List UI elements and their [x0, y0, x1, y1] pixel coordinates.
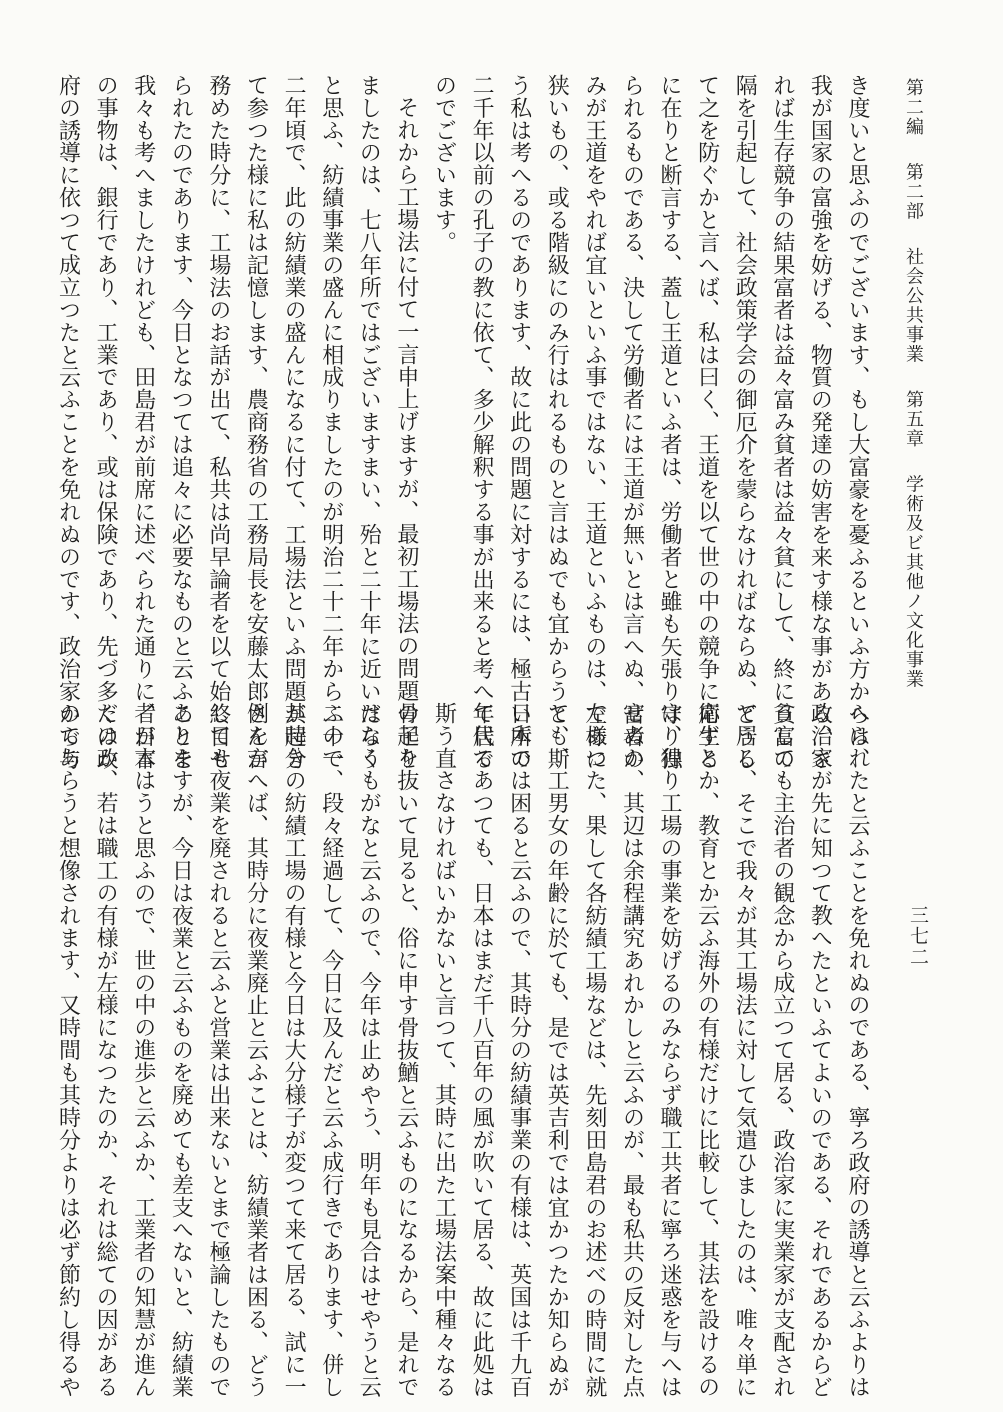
text-line: 其時分の紡績工場の有様と今日は大分様子が変つて来て居る、試に一 [281, 702, 307, 1398]
text-line: だのか、若は職工の有様が左様になつたのか、それは総ての因がある [93, 702, 119, 1398]
header-sho: 第五章 [903, 390, 924, 449]
header-bu: 第二部 [903, 162, 924, 221]
text-line: と思ふ、紡績事業の盛んに相成りましたのが明治二十二年から二十一 [318, 74, 344, 770]
text-line: 日本では困ると云ふので、其時分の紡績事業の有様は、英国は千九百 [506, 702, 532, 1398]
text-line: 衛生とか、教育とか云ふ海外の有様だけに比較して、其法を設けるの [694, 702, 720, 1398]
text-line: はなくもがなと云ふので、今年は止めやう、明年も見合はせやうと云 [356, 702, 382, 1398]
header-hen: 第二編 [903, 78, 924, 137]
text-line: れば生存競争の結果富者は益々富み貧者は益々貧にして、終に貧富の [769, 74, 795, 770]
text-line: みが王道をやれば宜いといふ事ではない、王道といふものは、左様に [581, 74, 607, 770]
text-line: は、独り工場の事業を妨げるのみならず職工共者に寧ろ迷惑を与へは [657, 702, 683, 1398]
text-line: られるものである、決して労働者には王道が無いとは言へぬ、富者の [619, 74, 645, 770]
text-line: 府の誘導に依つて成立つたと云ふことを免れぬのです、政治家から与 [55, 74, 81, 770]
page-number: 三七二 [907, 905, 929, 968]
text-line: ましたのは、七八年所ではございますまい、殆と二十年に近いだらう [356, 74, 382, 770]
text-line: 斯う直さなければいかないと言つて、其時に出た工場法案中種々なる [431, 702, 457, 1398]
text-line: であつた、果して各紡績工場などは、先刻田島君のお述べの時間に就 [581, 702, 607, 1398]
text-line: られたのであります、今日となつては追々に必要なものと云ふことを [168, 74, 194, 770]
running-header [898, 78, 928, 689]
text-line: き度いと思ふのでございます、もし大富豪を憂ふるといふ方からは、 [845, 74, 870, 770]
text-line: て参つた様に私は記憶します、農商務省の工務局長を安藤太郎さんが [243, 74, 269, 770]
text-line: う私は考へるのであります、故に此の問題に対するには、極古い所の [506, 74, 532, 770]
header-sho-title: 学術及ビ其他ノ文化事業 [903, 474, 924, 689]
text-line: 我が国家の富強を妨げる、物質の発達の妨害を来す様な事がある、さ [807, 74, 833, 770]
text-line: へられたと云ふことを免れぬのである、寧ろ政府の誘導と云ふよりは [845, 702, 870, 1398]
text-line: に在りと断言する、蓋し王道といふ者は、労働者と雖も矢張り守り得 [657, 74, 683, 770]
lower-text-block [0, 702, 876, 1398]
text-line: ふので、段々経過して、今日に及んだと云ふ成行きであります、併し [318, 702, 344, 1398]
text-line: 政治家が先に知つて教へたといふてよいのである、それであるからど [807, 702, 833, 1398]
text-line: の事物は、銀行であり、工業であり、或は保険であり、先づ多くは政 [93, 74, 119, 770]
text-line: 務めた時分に、工場法のお話が出て、私共は尚早論者を以て始終目せ [205, 74, 231, 770]
text-line: 年代であつても、日本はまだ千八百年の風が吹いて居る、故に此処は [469, 702, 495, 1398]
text-line: 者が言はうと思ふので、世の中の進歩と云ふか、工業者の知慧が進ん [130, 702, 156, 1398]
text-line: 狭いもの、或る階級にのみ行はれるものと言はぬでも宜からうと、斯 [544, 74, 570, 770]
text-line: ありますが、今日は夜業と云ふものを廃めても差支へないと、紡績業 [168, 702, 194, 1398]
text-line: のでございます。 [431, 74, 457, 254]
upper-text-block [0, 74, 876, 770]
text-line: て居る、そこで我々が其工場法に対して気遣ひましたのは、唯々単に [732, 702, 758, 1398]
text-line: て之を防ぐかと言へば、私は曰く、王道を以て世の中の競争に応ずる [694, 74, 720, 770]
paragraph-start-line: それから工場法に付て一言申上げますが、最初工場法の問題の起り [393, 96, 419, 770]
text-line: しても夜業を廃されると云ふと営業は出来ないとまで極論したもので [205, 702, 231, 1398]
text-line: のであらうと想像されます、又時間も其時分よりは必ず節約し得るや [55, 702, 81, 1398]
text-line: ても、工男女の年齢に於ても、是では英吉利では宜かつたか知らぬが [544, 702, 570, 1398]
text-line: うしても主治者の観念から成立つて居る、政治家に実業家が支配され [769, 702, 795, 1398]
text-line: 例を言へば、其時分に夜業廃止と云ふことは、紡績業者は困る、どう [243, 702, 269, 1398]
text-line: 骨子を抜いて見ると、俗に申す骨抜鰌と云ふものになるから、是れで [393, 702, 419, 1398]
text-line: 隔を引起して、社会政策学会の御厄介を蒙らなければならぬ、どうし [732, 74, 758, 770]
text-line: 我々も考へましたけれども、田島君が前席に述べられた通りに、日本 [130, 74, 156, 770]
text-line: 二年頃で、此の紡績業の盛んになるに付て、工場法といふ問題が起き [281, 74, 307, 770]
text-line: 二千年以前の孔子の教に依て、多少解釈する事が出来ると考へて居る [469, 74, 495, 770]
header-bu-title: 社会公共事業 [903, 247, 924, 364]
text-line: せぬか、其辺は余程講究あれかしと云ふのが、最も私共の反対した点 [619, 702, 645, 1398]
